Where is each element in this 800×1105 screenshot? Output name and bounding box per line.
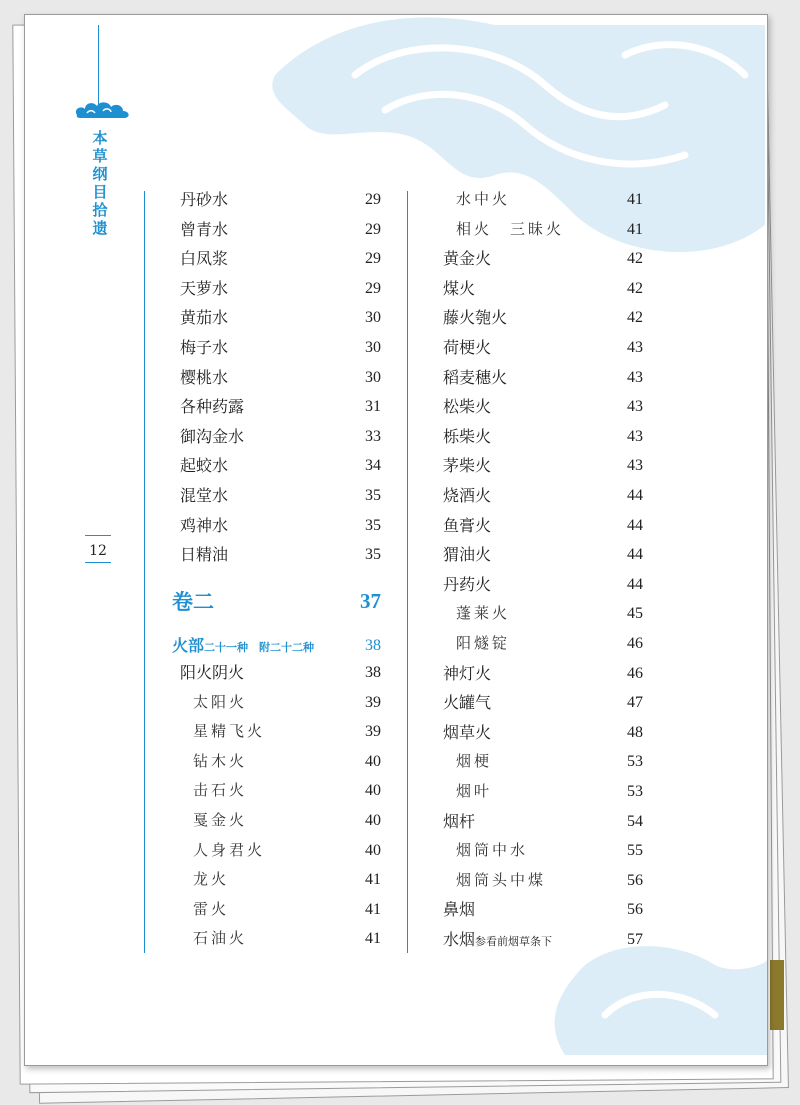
toc-entry[interactable] <box>193 836 381 865</box>
toc-entry-page: 35 <box>365 516 381 534</box>
toc-entry-page: 41 <box>627 191 643 208</box>
toc-entry-title: 火部二十一种 附二十二种 <box>172 636 315 655</box>
toc-entry-title: 黄金火 <box>443 249 492 269</box>
center-column-rule <box>407 191 408 953</box>
toc-entry[interactable] <box>456 185 643 214</box>
page-number-rule-bottom <box>85 562 111 563</box>
toc-entry-title: 烟草火 <box>443 722 492 742</box>
toc-entry-title: 煤火 <box>443 278 476 298</box>
toc-entry-page: 30 <box>365 339 381 356</box>
toc-entry-page: 55 <box>627 842 643 860</box>
toc-entry[interactable] <box>180 333 381 362</box>
toc-entry[interactable] <box>443 718 643 747</box>
toc-entry-page: 53 <box>627 783 643 800</box>
toc-entry-title: 各种药露 <box>180 397 245 417</box>
toc-entry[interactable] <box>180 303 381 332</box>
toc-entry-page: 44 <box>627 487 643 504</box>
toc-entry[interactable] <box>443 274 643 303</box>
toc-entry-title: 相火 三昧火 <box>456 219 565 238</box>
toc-entry[interactable] <box>180 422 381 451</box>
toc-entry[interactable] <box>180 658 381 687</box>
toc-entry[interactable] <box>443 422 643 451</box>
book-edge-accent <box>770 960 784 1030</box>
cloud-ornament-icon <box>73 99 133 121</box>
toc-entry[interactable] <box>456 629 643 658</box>
toc-entry[interactable] <box>193 776 381 805</box>
toc-entry-page: 43 <box>627 398 643 416</box>
toc-entry-title: 烟筒头中煤 <box>456 870 547 889</box>
toc-entry-page: 43 <box>627 427 643 445</box>
toc-entry-page: 47 <box>627 694 643 712</box>
toc-entry[interactable] <box>180 363 381 392</box>
toc-entry-page: 44 <box>627 575 643 593</box>
toc-entry[interactable] <box>180 392 381 421</box>
toc-entry-title: 击石火 <box>193 781 248 800</box>
toc-entry[interactable] <box>180 215 381 244</box>
toc-entry[interactable] <box>193 717 381 746</box>
toc-entry[interactable] <box>443 303 643 332</box>
toc-entry[interactable] <box>443 511 643 540</box>
cloud-background-decoration <box>25 15 767 1065</box>
toc-entry-title: 荷梗火 <box>443 338 492 357</box>
toc-entry-page: 35 <box>365 487 381 504</box>
toc-entry-page: 46 <box>627 664 643 682</box>
left-column-rule <box>144 191 145 953</box>
toc-entry[interactable] <box>456 599 643 628</box>
toc-entry[interactable] <box>456 866 643 895</box>
toc-entry-title: 烟叶 <box>456 782 493 800</box>
toc-entry[interactable] <box>193 865 381 894</box>
toc-entry-title: 火罐气 <box>443 693 492 713</box>
toc-entry-note: 参看前烟草条下 <box>475 935 553 948</box>
toc-entry-title: 猬油火 <box>443 545 492 565</box>
toc-entry-page: 43 <box>627 339 643 356</box>
toc-entry-title: 水中火 <box>456 190 511 208</box>
toc-entry-title: 烟梗 <box>456 752 493 771</box>
toc-entry-page: 31 <box>365 398 381 416</box>
toc-entry-title: 鼻烟 <box>443 900 476 920</box>
toc-entry-title: 白凤浆 <box>180 249 229 269</box>
toc-entry[interactable] <box>443 244 643 273</box>
toc-entry-page: 46 <box>627 635 643 652</box>
toc-entry-page: 40 <box>365 841 381 859</box>
toc-entry-title: 起蛟水 <box>180 456 229 476</box>
toc-entry-page: 42 <box>627 250 643 268</box>
toc-entry-title: 天萝水 <box>180 278 229 298</box>
toc-entry-title: 蓬莱火 <box>456 604 511 623</box>
toc-entry-page: 35 <box>365 546 381 564</box>
page-number-rule-top <box>85 535 111 536</box>
toc-entry-page: 40 <box>365 812 381 829</box>
toc-entry-title: 龙火 <box>193 870 230 889</box>
toc-entry-page: 45 <box>627 605 643 623</box>
toc-entry[interactable] <box>180 451 381 480</box>
toc-entry-subtitle: 二十一种 附二十二种 <box>204 641 315 654</box>
toc-entry[interactable] <box>443 481 643 510</box>
toc-entry-page: 44 <box>627 516 643 534</box>
toc-entry-page: 34 <box>365 457 381 475</box>
toc-entry-page: 39 <box>365 723 381 741</box>
toc-entry-title: 梅子水 <box>180 338 229 357</box>
toc-entry[interactable] <box>443 540 643 569</box>
toc-entry[interactable] <box>172 587 381 616</box>
toc-entry-page: 40 <box>365 782 381 800</box>
toc-entry[interactable] <box>443 688 643 717</box>
toc-entry-page: 57 <box>627 931 643 948</box>
toc-entry[interactable] <box>443 392 643 421</box>
toc-entry-title: 太阳火 <box>193 692 248 711</box>
toc-entry-title: 混堂水 <box>180 486 229 505</box>
toc-entry-title: 人身君火 <box>193 840 266 859</box>
toc-entry-title: 樱桃水 <box>180 367 229 387</box>
toc-entry-title: 烟筒中水 <box>456 841 529 860</box>
toc-entry-page: 44 <box>627 546 643 564</box>
toc-entry-page: 39 <box>365 693 381 711</box>
toc-entry[interactable] <box>443 570 643 599</box>
toc-entry[interactable] <box>443 363 643 392</box>
toc-entry-page: 38 <box>365 637 381 654</box>
toc-entry[interactable] <box>180 481 381 510</box>
toc-entry-page: 38 <box>365 664 381 681</box>
toc-entry-page: 48 <box>627 723 643 741</box>
toc-entry-title: 神灯火 <box>443 663 492 683</box>
toc-entry[interactable] <box>193 688 381 717</box>
toc-entry-title: 御沟金水 <box>180 426 245 446</box>
toc-entry[interactable] <box>443 895 643 924</box>
toc-entry-title: 稻麦穗火 <box>443 367 508 387</box>
toc-entry-page: 29 <box>365 250 381 268</box>
toc-page <box>24 14 768 1066</box>
toc-entry[interactable] <box>443 925 643 954</box>
toc-entry-title: 烧酒火 <box>443 486 492 505</box>
toc-entry-title: 钻木火 <box>193 751 248 770</box>
page-number: 12 <box>89 543 107 559</box>
toc-entry-title: 雷火 <box>193 899 230 918</box>
toc-entry[interactable] <box>443 807 643 836</box>
toc-entry-title: 曾青水 <box>180 219 229 239</box>
toc-entry-page: 37 <box>360 589 381 613</box>
toc-entry-title: 丹药火 <box>443 574 492 594</box>
toc-entry-page: 29 <box>365 191 381 208</box>
toc-entry-page: 30 <box>365 368 381 386</box>
toc-entry[interactable] <box>193 924 381 953</box>
toc-entry-title: 卷二 <box>172 589 214 614</box>
toc-entry-page: 30 <box>365 309 381 327</box>
toc-entry-page: 40 <box>365 752 381 770</box>
toc-entry-title: 茅柴火 <box>443 456 492 476</box>
toc-entry-title: 藤火匏火 <box>443 308 508 328</box>
toc-entry-page: 29 <box>365 220 381 238</box>
toc-entry[interactable] <box>180 540 381 569</box>
toc-entry[interactable] <box>193 747 381 776</box>
toc-entry-title: 鱼膏火 <box>443 515 492 535</box>
toc-entry-title: 阳燧锭 <box>456 634 511 652</box>
toc-entry-page: 42 <box>627 279 643 297</box>
toc-entry-title: 黄茄水 <box>180 308 229 328</box>
toc-entry-page: 33 <box>365 427 381 445</box>
toc-entry-page: 29 <box>365 279 381 297</box>
toc-entry-title: 丹砂水 <box>180 190 229 209</box>
toc-entry[interactable] <box>456 836 643 865</box>
toc-entry-title: 松柴火 <box>443 397 492 417</box>
toc-entry[interactable] <box>443 451 643 480</box>
toc-entry[interactable] <box>193 895 381 924</box>
toc-entry-title: 石油火 <box>193 929 248 948</box>
toc-entry[interactable] <box>443 333 643 362</box>
toc-entry-title: 阳火阴火 <box>180 663 245 682</box>
toc-entry[interactable] <box>180 511 381 540</box>
toc-entry-title: 日精油 <box>180 545 229 565</box>
toc-entry[interactable] <box>193 806 381 835</box>
toc-entry-page: 41 <box>365 871 381 889</box>
toc-entry-page: 56 <box>627 901 643 919</box>
toc-entry-page: 43 <box>627 368 643 386</box>
toc-entry-page: 56 <box>627 871 643 889</box>
toc-entry-title: 星精飞火 <box>193 722 266 741</box>
toc-entry[interactable] <box>180 274 381 303</box>
toc-entry-page: 41 <box>365 930 381 948</box>
toc-entry[interactable] <box>456 215 643 244</box>
toc-entry[interactable] <box>456 747 643 776</box>
toc-entry-page: 54 <box>627 812 643 830</box>
toc-entry-page: 53 <box>627 753 643 771</box>
toc-entry-title: 烟杆 <box>443 811 476 831</box>
book-title-vertical: 本草纲目拾遗 <box>92 129 108 237</box>
toc-entry[interactable] <box>180 244 381 273</box>
toc-entry-title: 鸡神水 <box>180 515 229 535</box>
toc-entry[interactable] <box>443 659 643 688</box>
toc-entry[interactable] <box>456 777 643 806</box>
toc-entry[interactable] <box>180 185 381 214</box>
header-rule <box>98 25 99 107</box>
toc-entry-page: 41 <box>365 900 381 918</box>
toc-entry-title: 水烟参看前烟草条下 <box>443 930 553 949</box>
toc-entry-page: 43 <box>627 457 643 475</box>
toc-entry[interactable] <box>172 631 381 660</box>
toc-entry-title: 戛金火 <box>193 811 248 829</box>
toc-entry-page: 42 <box>627 309 643 327</box>
toc-entry-title: 栎柴火 <box>443 426 492 446</box>
toc-entry-page: 41 <box>627 220 643 238</box>
